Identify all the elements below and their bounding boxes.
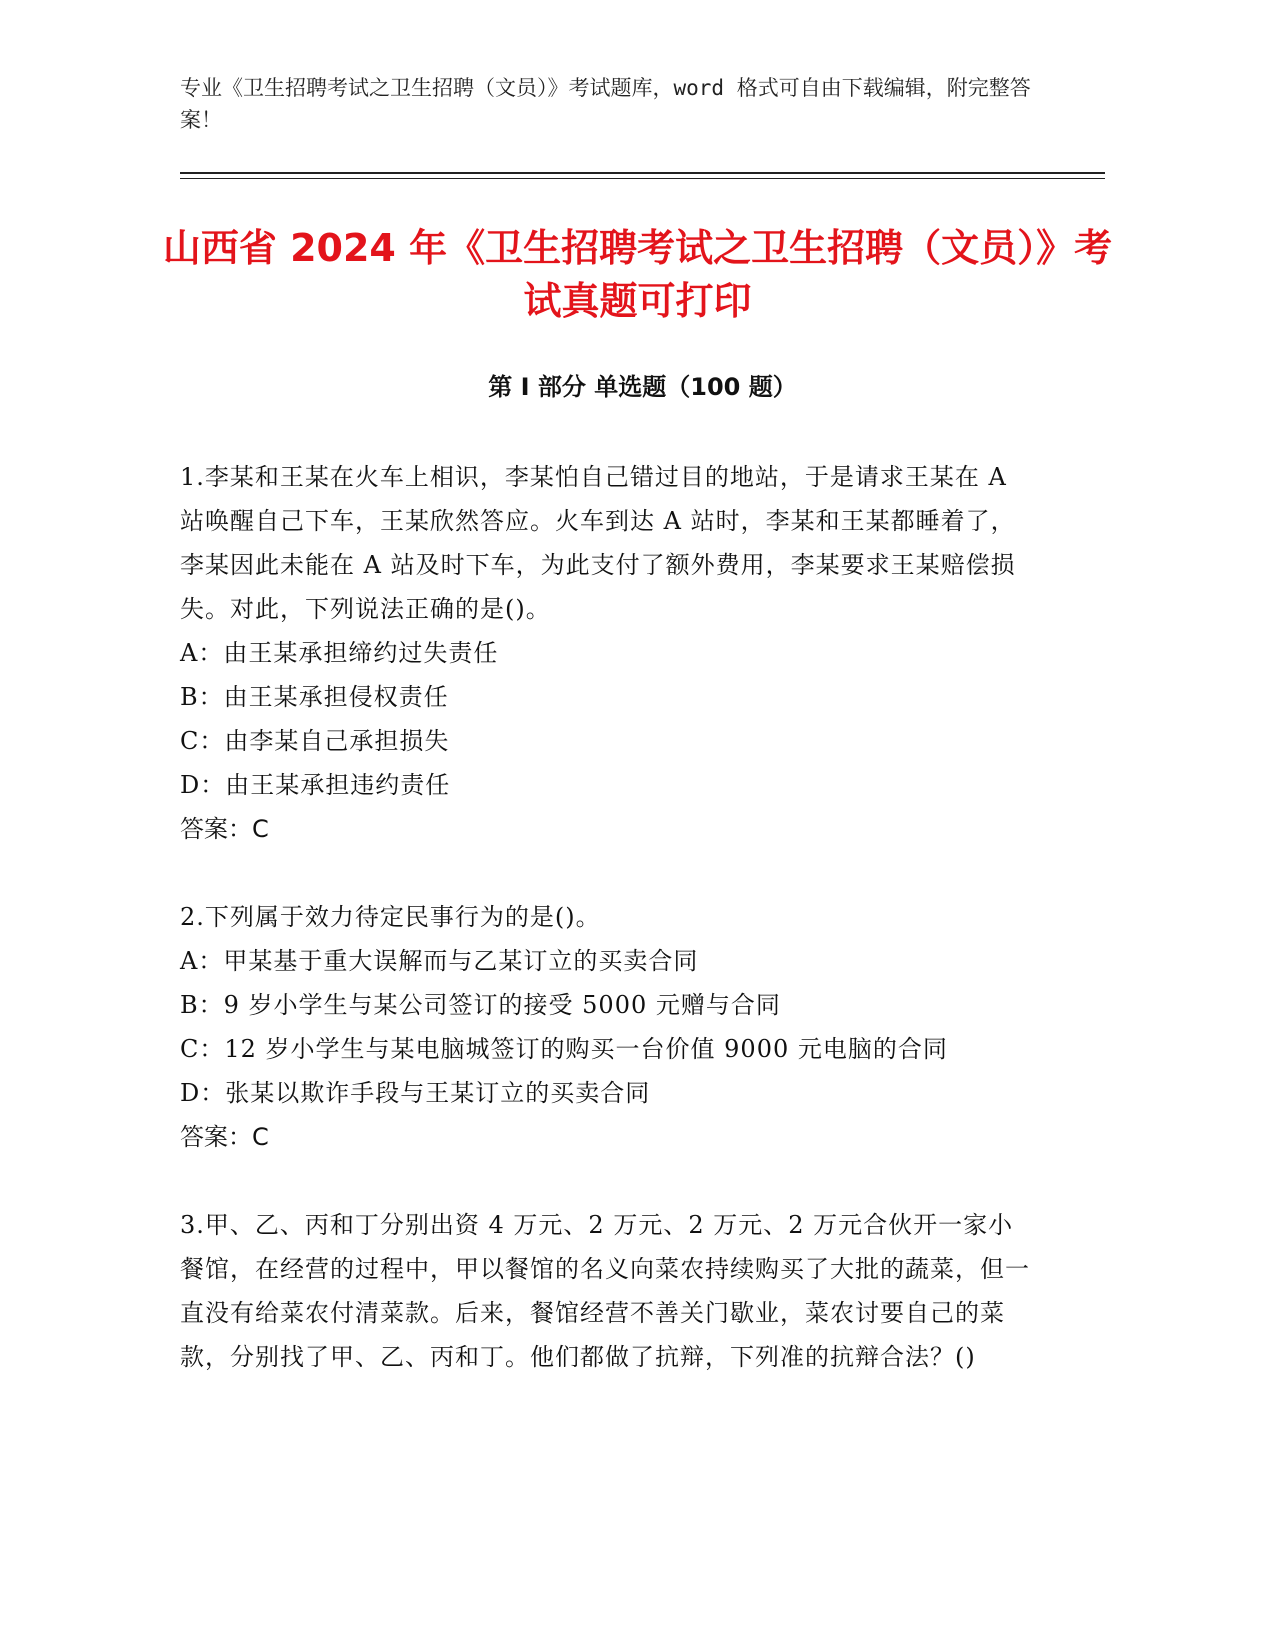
option-a: A：由王某承担缔约过失责任 [180, 639, 499, 667]
option-d: D：由王某承担违约责任 [180, 771, 451, 799]
header-divider-thick [180, 172, 1105, 174]
option-c: C：12 岁小学生与某电脑城签订的购买一台价值 9000 元电脑的合同 [180, 1035, 948, 1063]
option-b: B：由王某承担侵权责任 [180, 683, 449, 711]
question-text: 2.下列属于效力待定民事行为的是()。 [180, 903, 601, 931]
question-text: 3.甲、乙、丙和丁分别出资 4 万元、2 万元、2 万元、2 万元合伙开一家小餐馆，在经营的过程中，甲以餐馆的名义向菜农持续购买了大批的蔬菜，但一直没有给菜农付清菜款。后来，餐馆经营不善关门歇业，菜农讨要自己的菜款，分别找了甲、乙、丙和丁。他们都做了抗辩，下列准的抗辩合法？() [180, 1211, 1030, 1371]
question-list [180, 455, 1030, 1423]
answer: 答案：C [180, 815, 269, 843]
section-title: 第 I 部分 单选题（100 题） [488, 373, 797, 401]
option-c: C：由李某自己承担损失 [180, 727, 450, 755]
question-1 [180, 455, 1030, 851]
header-note: 专业《卫生招聘考试之卫生招聘（文员）》考试题库，word 格式可自由下载编辑，附完整答案！ [180, 76, 1031, 132]
question-text: 1.李某和王某在火车上相识，李某怕自己错过目的地站，于是请求王某在 A 站唤醒自己下车，王某欣然答应。火车到达 A 站时，李某和王某都睡着了，李某因此未能在 A 站及时下车，为此支付了额外费用，李某要求王某赔偿损失。对此，下列说法正确的是()。 [180, 463, 1016, 623]
question-3 [180, 1203, 1030, 1379]
header-divider-thin [180, 178, 1105, 179]
option-b: B：9 岁小学生与某公司签订的接受 5000 元赠与合同 [180, 991, 781, 1019]
option-d: D：张某以欺诈手段与王某订立的买卖合同 [180, 1079, 651, 1107]
answer: 答案：C [180, 1123, 269, 1151]
option-a: A：甲某基于重大误解而与乙某订立的买卖合同 [180, 947, 699, 975]
document-title: 山西省 2024 年《卫生招聘考试之卫生招聘（文员）》考试真题可打印 [162, 226, 1113, 323]
question-2 [180, 895, 1030, 1159]
